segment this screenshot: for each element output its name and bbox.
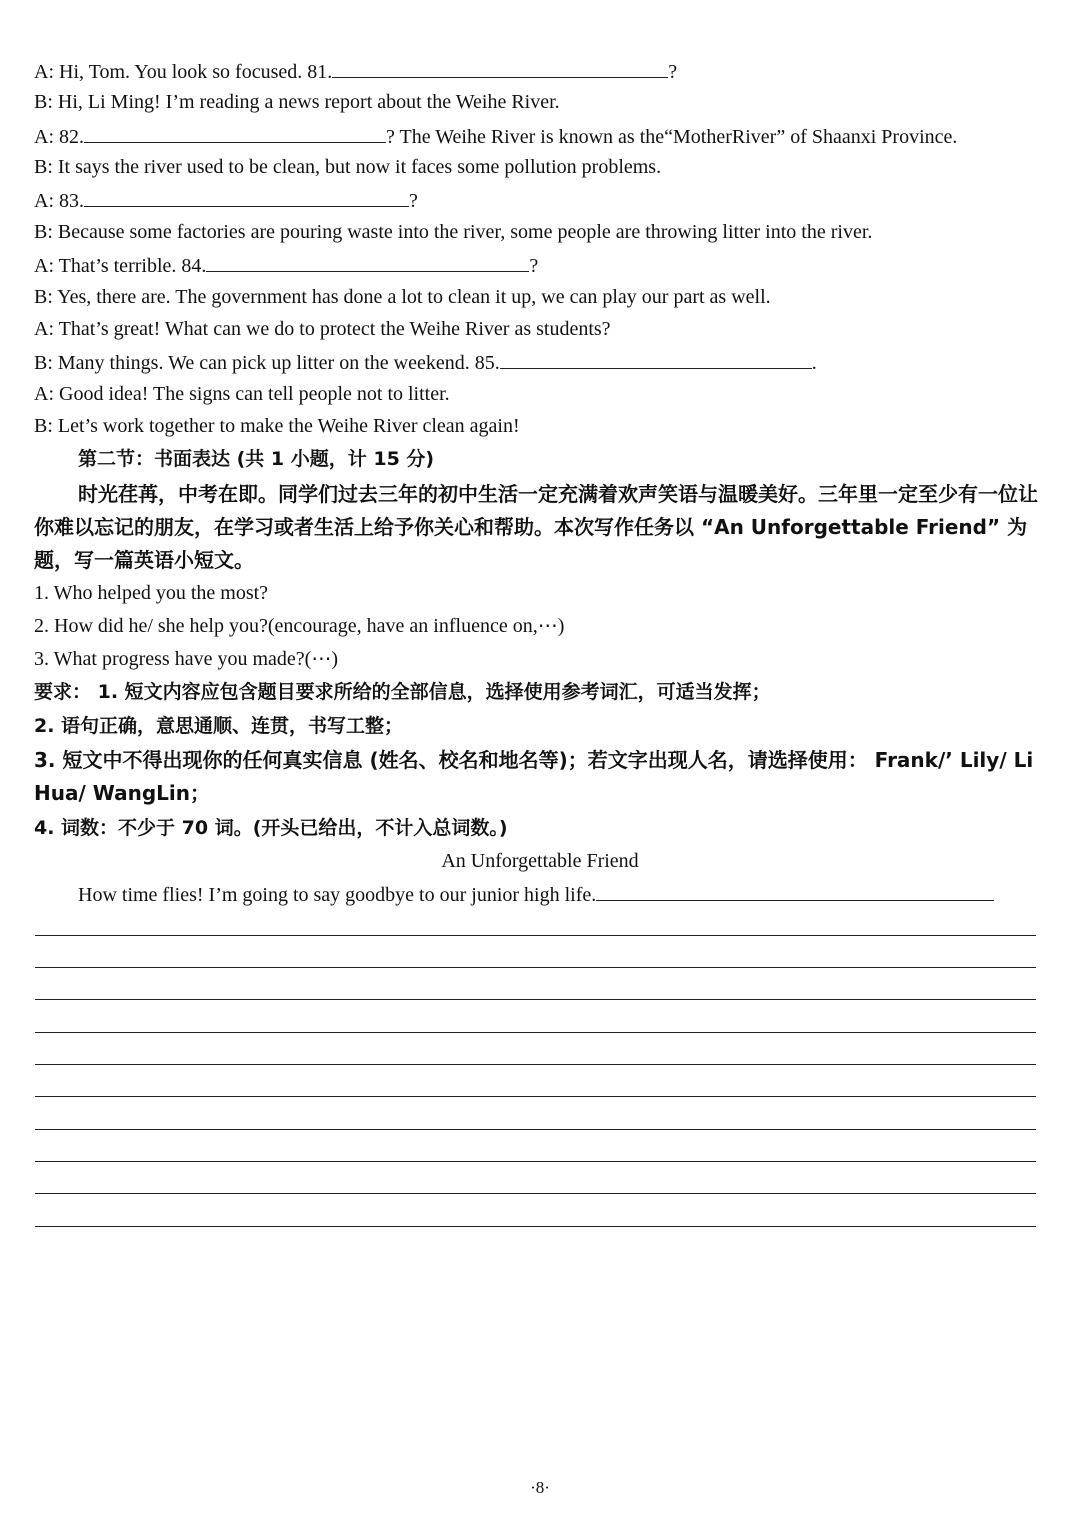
writing-prompt: 时光荏苒，中考在即。同学们过去三年的初中生活一定充满着欢声笑语与温暖美好。三年里一定至少有一位让你难以忘记的朋友，在学习或者生活上给予你关心和帮助。本次写作任务以 “An Unforgettable Friend” 为题，写一篇英语小短文。 — [34, 482, 1038, 572]
writing-line[interactable] — [35, 967, 1036, 968]
dialogue-line: B: Let’s work together to make the Weihe River clean again! — [34, 415, 520, 437]
writing-line[interactable] — [35, 935, 1036, 936]
dialogue-line: A: That’s great! What can we do to protect the Weihe River as students? — [34, 318, 611, 340]
writing-line[interactable] — [35, 1064, 1036, 1065]
requirement-3: 3. 短文中不得出现你的任何真实信息 (姓名、校名和地名等)；若文字出现人名，请选择使用： Frank/’ Lily/ Li Hua/ WangLin； — [34, 748, 1034, 805]
essay-first-line-blank[interactable] — [596, 880, 994, 901]
page-number: ·8· — [530, 1478, 550, 1497]
writing-line[interactable] — [35, 1129, 1036, 1130]
writing-line[interactable] — [35, 1096, 1036, 1097]
dialogue-line-82: A: 82. ? The Weihe River is known as the“MotherRiver” of Shaanxi Province. — [34, 122, 957, 150]
requirement-2: 2. 语句正确，意思通顺、连贯，书写工整； — [34, 715, 404, 737]
dialogue-line-84: A: That’s terrible. 84. ? — [34, 251, 538, 279]
dialogue-line-83: A: 83. ? — [34, 186, 418, 214]
writing-line[interactable] — [35, 1226, 1036, 1227]
requirement-1: 要求： 1. 短文内容应包含题目要求所给的全部信息，选择使用参考词汇，可适当发挥； — [34, 681, 771, 703]
answer-blank-83[interactable] — [84, 186, 409, 207]
answer-blank-84[interactable] — [206, 251, 529, 272]
dialogue-line: B: It says the river used to be clean, but now it faces some pollution problems. — [34, 156, 662, 178]
answer-blank-82[interactable] — [84, 122, 386, 143]
dialogue-line-85: B: Many things. We can pick up litter on the weekend. 85. . — [34, 348, 817, 376]
essay-opening-line: How time flies! I’m going to say goodbye to our junior high life. — [78, 880, 994, 908]
question-2: 2. How did he/ she help you?(encourage, have an influence on,⋯) — [34, 615, 565, 637]
answer-blank-85[interactable] — [500, 348, 812, 369]
essay-title: An Unforgettable Friend — [441, 850, 639, 872]
writing-line[interactable] — [35, 999, 1036, 1000]
question-1: 1. Who helped you the most? — [34, 582, 269, 604]
dialogue-text: A: Hi, Tom. You look so focused. 81. — [34, 61, 333, 83]
question-3: 3. What progress have you made?(⋯) — [34, 648, 338, 670]
section-heading: 第二节：书面表达 (共 1 小题，计 15 分) — [78, 448, 435, 470]
dialogue-line-81: A: Hi, Tom. You look so focused. 81. ? — [34, 57, 677, 85]
dialogue-line: B: Because some factories are pouring waste into the river, some people are throwing litter into the river. — [34, 221, 873, 243]
writing-line[interactable] — [35, 1161, 1036, 1162]
dialogue-line: A: Good idea! The signs can tell people not to litter. — [34, 383, 450, 405]
requirement-4: 4. 词数：不少于 70 词。(开头已给出，不计入总词数。) — [34, 817, 508, 839]
writing-line[interactable] — [35, 1193, 1036, 1194]
writing-line[interactable] — [35, 1032, 1036, 1033]
answer-blank-81[interactable] — [332, 57, 668, 78]
dialogue-line: B: Hi, Li Ming! I’m reading a news report about the Weihe River. — [34, 91, 560, 113]
dialogue-line: B: Yes, there are. The government has done a lot to clean it up, we can play our part as well. — [34, 286, 771, 308]
